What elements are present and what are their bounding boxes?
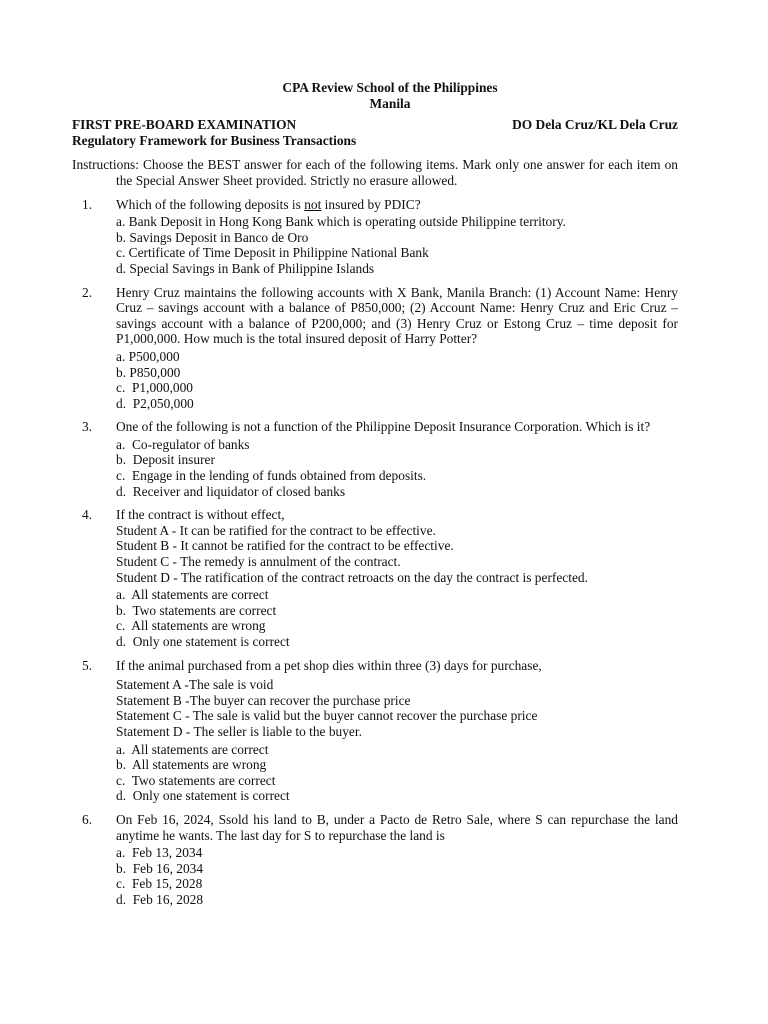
question-3 (72, 419, 678, 499)
question-stem: If the contract is without effect, (116, 507, 285, 523)
question-stem: One of the following is not a function of the Philippine Deposit Insurance Corporation. Which is it? (116, 419, 651, 435)
choice-a: a. Co-regulator of banks (116, 436, 250, 452)
choice-c: c. P1,000,000 (116, 380, 193, 396)
exam-page (72, 80, 678, 916)
choice-d: d. Receiver and liquidator of closed banks (116, 483, 346, 499)
question-number: 2. (82, 284, 93, 300)
question-1 (72, 197, 678, 277)
statement-list (116, 677, 678, 739)
exam-authors: DO Dela Cruz/KL Dela Cruz (512, 117, 678, 133)
choice-b: b. Savings Deposit in Banco de Oro (116, 229, 309, 245)
answer-choices (116, 349, 678, 411)
question-number: 5. (82, 657, 93, 673)
choice-d: d. Feb 16, 2028 (116, 891, 204, 907)
instructions: Instructions: Choose the BEST answer for each of the following items. Mark only one answer for each item on the Special Answer Sheet provided. Strictly no erasure allowed. (72, 157, 678, 188)
question-number: 4. (82, 507, 93, 523)
choice-d: d. P2,050,000 (116, 395, 194, 411)
choice-c: c. Two statements are correct (116, 772, 276, 788)
question-stem: Henry Cruz maintains the following accounts with X Bank, Manila Branch: (1) Account Name: Henry Cruz – savings account with a balance of P850,000; (2) Account Name: Henry Cruz and Eric Cruz – savings account with a balance of P200,000; and (3) Henry Cruz or Estong Cruz – time deposit for P1,000,000. How much is the total insured deposit of Harry Potter? (116, 284, 678, 347)
statement-b: Statement B -The buyer can recover the purchase price (116, 692, 411, 708)
emphasis-not: not (304, 196, 322, 212)
question-stem: If the animal purchased from a pet shop dies within three (3) days for purchase, (116, 657, 542, 673)
choice-a: a. All statements are correct (116, 587, 269, 603)
question-number: 6. (82, 811, 93, 827)
choice-d: d. Special Savings in Bank of Philippine Islands (116, 260, 375, 276)
choice-b: b. Feb 16, 2034 (116, 860, 204, 876)
choice-a: a. Feb 13, 2034 (116, 845, 203, 861)
school-name: CPA Review School of the Philippines (282, 80, 498, 95)
answer-choices (116, 742, 678, 804)
school-city: Manila (369, 95, 411, 111)
statement-a: Student A - It can be ratified for the contract to be effective. (116, 522, 436, 538)
exam-subject: Regulatory Framework for Business Transactions (72, 132, 357, 148)
statement-c: Student C - The remedy is annulment of the contract. (116, 554, 401, 570)
question-number: 3. (82, 419, 93, 435)
question-list (72, 197, 678, 908)
choice-b: b. All statements are wrong (116, 757, 267, 773)
choice-a: a. All statements are correct (116, 741, 269, 757)
question-stem: On Feb 16, 2024, Ssold his land to B, under a Pacto de Retro Sale, where S can repurchase the land anytime he wants. The last day for S to repurchase the land is (116, 811, 678, 843)
choice-a: a. P500,000 (116, 348, 180, 364)
answer-choices (116, 845, 678, 907)
choice-c: c. Engage in the lending of funds obtained from deposits. (116, 468, 427, 484)
choice-a: a. Bank Deposit in Hong Kong Bank which is operating outside Philippine territory. (116, 214, 566, 230)
answer-choices (116, 214, 678, 276)
answer-choices (116, 437, 678, 499)
statement-d: Statement D - The seller is liable to the buyer. (116, 723, 362, 739)
question-4 (72, 507, 678, 649)
question-2 (72, 285, 678, 412)
choice-c: c. Feb 15, 2028 (116, 876, 203, 892)
statement-list (116, 523, 678, 585)
choice-b: b. Deposit insurer (116, 452, 215, 468)
statement-b: Student B - It cannot be ratified for the contract to be effective. (116, 538, 454, 554)
exam-title: FIRST PRE-BOARD EXAMINATION (72, 117, 297, 133)
answer-choices (116, 587, 678, 649)
choice-b: b. P850,000 (116, 364, 181, 380)
statement-d: Student D - The ratification of the contract retroacts on the day the contract is perfected. (116, 569, 588, 585)
statement-c: Statement C - The sale is valid but the buyer cannot recover the purchase price (116, 708, 538, 724)
question-number: 1. (82, 196, 93, 212)
question-5 (72, 658, 678, 804)
exam-header-row (72, 117, 678, 133)
choice-c: c. Certificate of Time Deposit in Philippine National Bank (116, 245, 429, 261)
choice-b: b. Two statements are correct (116, 602, 277, 618)
statement-a: Statement A -The sale is void (116, 677, 274, 693)
question-6 (72, 812, 678, 908)
choice-d: d. Only one statement is correct (116, 788, 290, 804)
choice-d: d. Only one statement is correct (116, 634, 290, 649)
choice-c: c. All statements are wrong (116, 618, 266, 634)
question-stem: Which of the following deposits is not insured by PDIC? (116, 196, 421, 212)
